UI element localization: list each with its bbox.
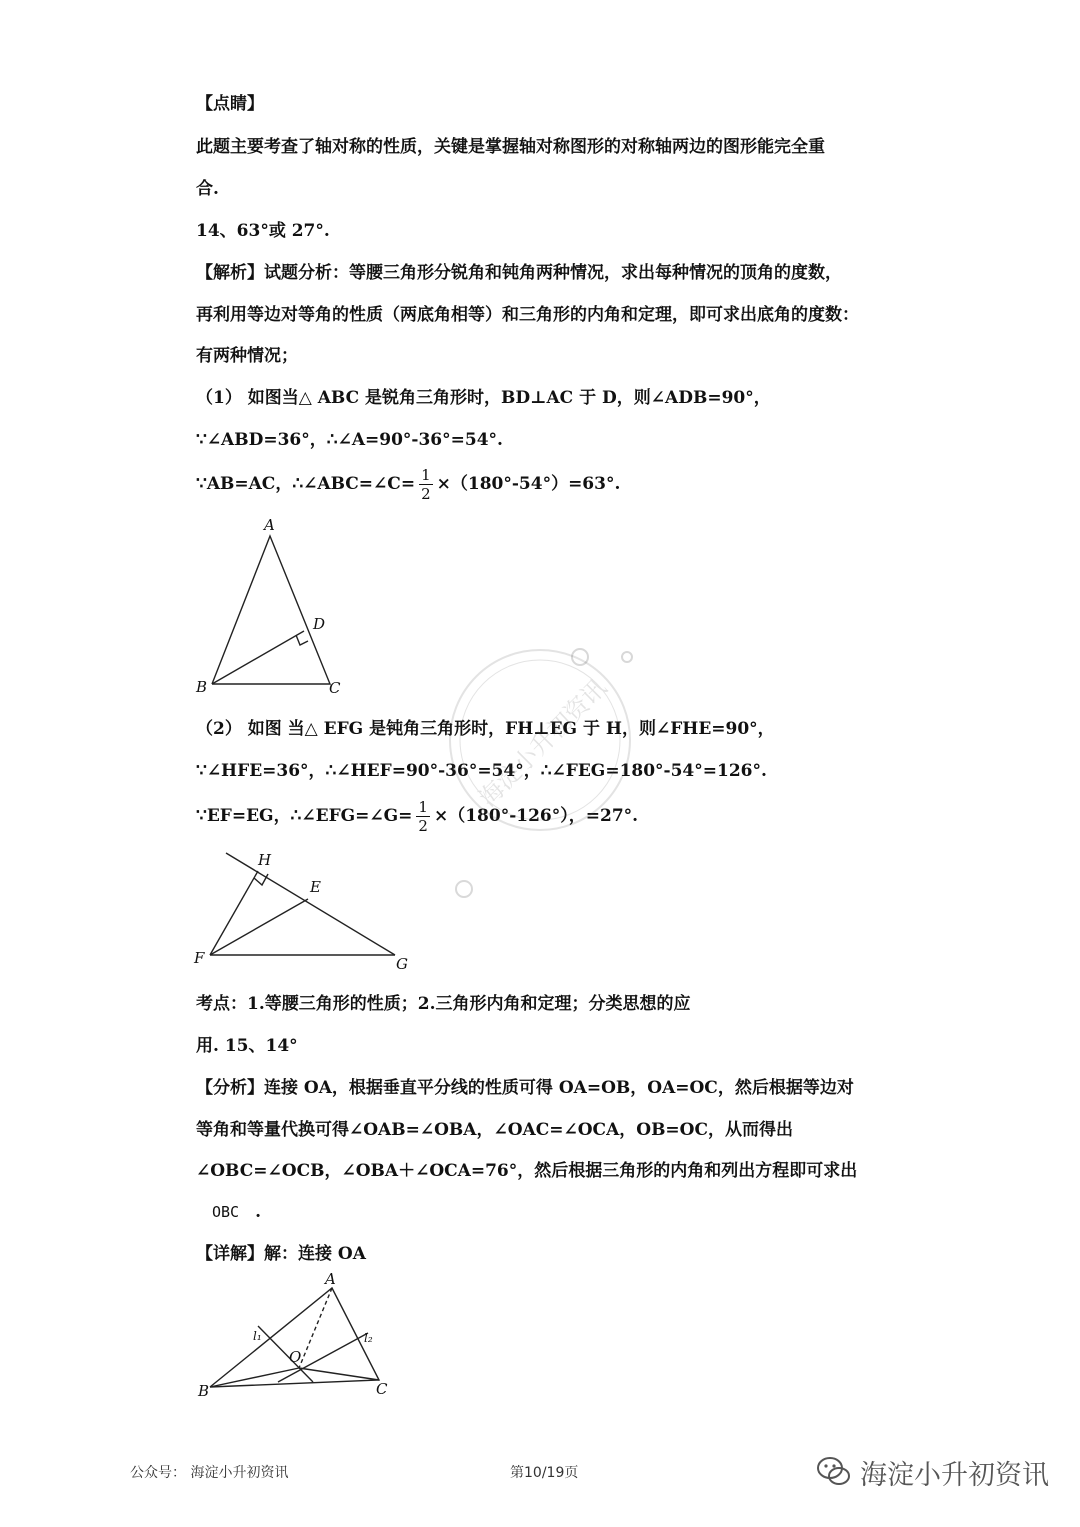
formula-right: ×（180°-126°），=27°.	[433, 806, 639, 826]
triangle-bisector-figure	[196, 1270, 396, 1405]
text-line: 有两种情况；	[196, 346, 298, 366]
fraction-denominator: 2	[421, 485, 431, 503]
kaodian-line: 考点：1.等腰三角形的性质；2.三角形内角和定理；分类思想的应	[196, 994, 691, 1014]
text-line: ∵∠HFE=36°，∴∠HEF=90°-36°=54°，∴∠FEG=180°-54°=126°.	[196, 761, 767, 781]
triangle-efg-figure	[190, 845, 420, 975]
label-d: D	[313, 615, 326, 633]
text-line	[212, 1200, 261, 1224]
text-line: 此题主要考查了轴对称的性质，关键是掌握轴对称图形的对称轴两边的图形能完全重	[196, 137, 825, 157]
label-a: A	[325, 1270, 336, 1288]
answer-15: 用. 15、14°	[196, 1036, 298, 1056]
formula-left: ∵EF=EG，∴∠EFG=∠G=	[196, 806, 413, 826]
label-l2: l₂	[364, 1331, 373, 1345]
text-line: 等角和等量代换可得∠OAB=∠OBA，∠OAC=∠OCA，OB=OC，从而得出	[196, 1120, 794, 1140]
formula-right: ×（180°-54°）=63°.	[436, 474, 621, 494]
text-line: ∠OBC=∠OCB，∠OBA＋∠OCA=76°，然后根据三角形的内角和列出方程即可求出	[196, 1161, 858, 1181]
label-h: H	[258, 851, 272, 869]
triangle-abc-figure	[190, 512, 360, 697]
footer-page-number: 第10/19页	[510, 1465, 579, 1481]
text-line: ∵∠ABD=36°，∴∠A=90°-36°=54°.	[196, 430, 503, 450]
text-line: 【解析】试题分析：等腰三角形分锐角和钝角两种情况，求出每种情况的顶角的度数，	[196, 263, 842, 283]
footer-account: 公众号： 海淀小升初资讯	[130, 1465, 289, 1481]
formula-line	[196, 466, 620, 503]
label-f: F	[194, 949, 205, 967]
label-b: B	[198, 1382, 210, 1400]
formula-left: ∵AB=AC，∴∠ABC=∠C=	[196, 474, 416, 494]
label-c: C	[329, 679, 341, 697]
fraction-numerator: 1	[421, 466, 431, 484]
wechat-icon	[816, 1456, 852, 1488]
label-o: O	[289, 1348, 302, 1366]
text-line: （1） 如图当△ ABC 是锐角三角形时，BD⊥AC 于 D，则∠ADB=90°，	[196, 388, 771, 408]
label-a: A	[264, 516, 275, 534]
label-l1: l₁	[253, 1329, 262, 1343]
text-line: 【分析】连接 OA，根据垂直平分线的性质可得 OA=OB，OA=OC，然后根据等边对	[196, 1078, 854, 1098]
label-c: C	[376, 1380, 388, 1398]
angle-obc: OBC	[212, 1203, 240, 1221]
watermark-dots	[450, 875, 480, 905]
period: .	[255, 1202, 262, 1222]
text-line: 合.	[196, 179, 219, 199]
label-b: B	[196, 678, 208, 696]
fraction	[416, 798, 430, 835]
label-g: G	[396, 955, 408, 973]
text-line: 再利用等边对等角的性质（两底角相等）和三角形的内角和定理，即可求出底角的度数：	[196, 305, 859, 325]
watermark-dots	[560, 640, 640, 900]
dianjing-heading: 【点睛】	[196, 94, 264, 114]
xiangjie-line: 【详解】解：连接 OA	[196, 1244, 366, 1264]
text-line: （2） 如图 当△ EFG 是钝角三角形时，FH⊥EG 于 H，则∠FHE=90°，	[196, 719, 775, 739]
brand-watermark	[816, 1450, 1049, 1494]
watermark-text: 海淀小升初资讯	[473, 673, 613, 813]
label-e: E	[310, 878, 321, 896]
fraction-numerator: 1	[418, 798, 428, 816]
brand-name: 海淀小升初资讯	[860, 1459, 1049, 1491]
answer-14: 14、63°或 27°.	[196, 221, 330, 241]
fraction-denominator: 2	[418, 817, 428, 835]
fraction	[419, 466, 433, 503]
